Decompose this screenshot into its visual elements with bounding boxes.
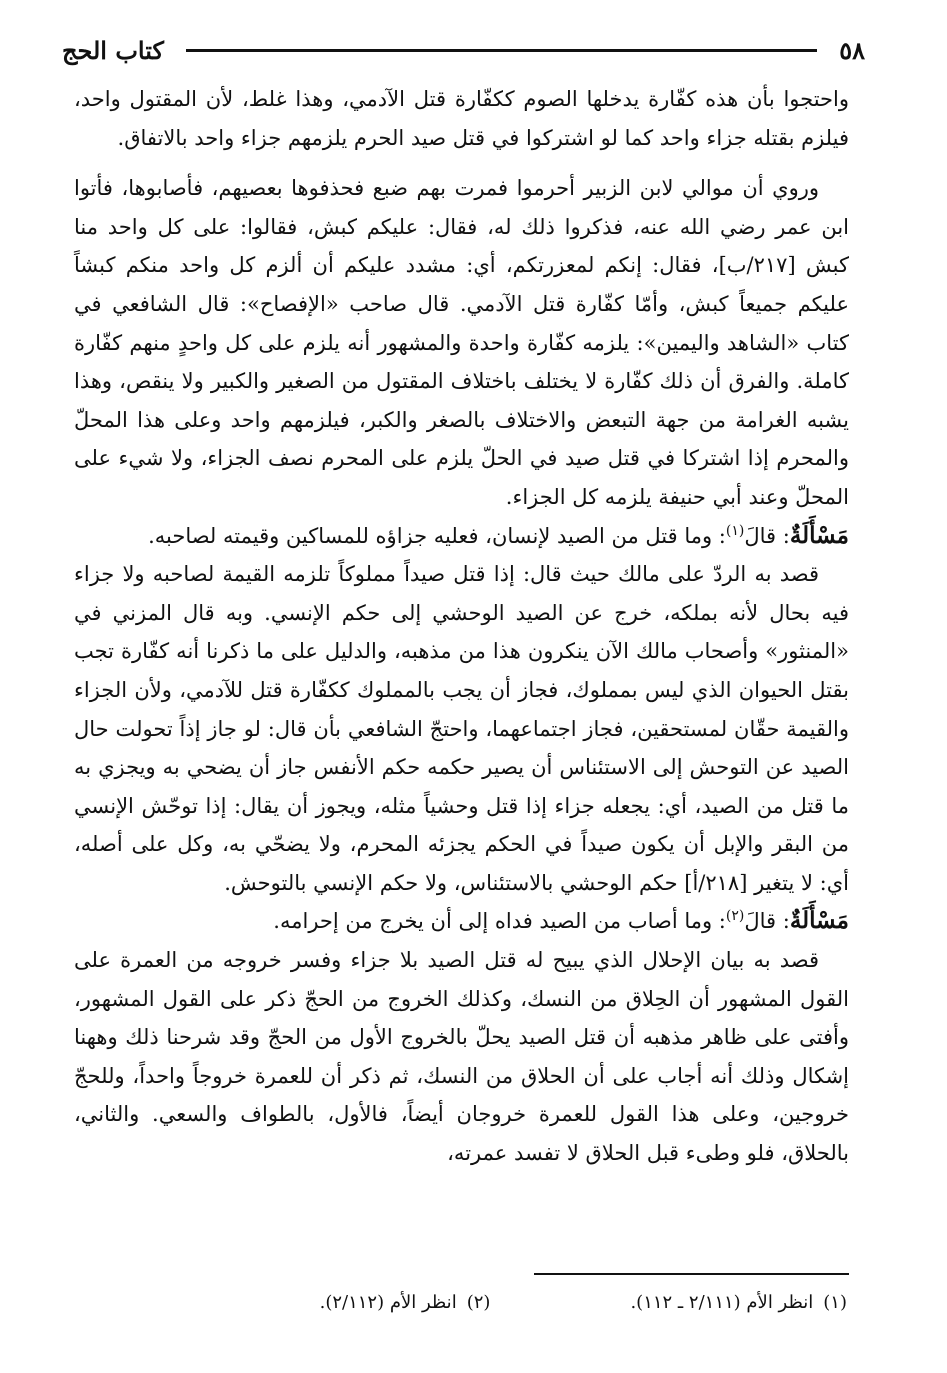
masala-2: مَسْأَلَةٌ: قالَ$^{(٢)}$: وما أصاب من الصيد فداه إلى أن يخرج من إحرامه. [273, 907, 849, 935]
footnote-separator [534, 1273, 849, 1275]
section-title: كتاب الحج [62, 35, 164, 65]
masala-1-text: : وما قتل من الصيد لإنسان، فعليه جزاؤه للمساكين وقيمته لصاحبه. [148, 523, 726, 548]
footnote-number: (٢) [466, 1292, 491, 1313]
footnote-ref-1: (١) [725, 522, 745, 539]
paragraph-4: قصد به الردّ على مالك حيث قال: إذا قتل صيداً مملوكاً تلزمه القيمة لصاحبه ولا جزاء فيه بحال لأنه بملكه، خرج عن الصيد الوحشي إلى حكم الإنسي. وبه قال المزني في «المنثور» وأصحاب مالك الآن ينكرون هذا من مذهبه، والدليل على ما ذكرنا أنه كفّارة تجب بقتل الحيوان الذي ليس بمملوك، فجاز أن يجب بالمملوك ككفّارة قتل للآدمي، ولأن الجزاء والقيمة حقّان لمستحقين، فجاز اجتماعهما، واحتجّ الشافعي بأن قال: لو جاز إذاً تحولت حال الصيد عن التوحش إلى الاستئناس أن يصير حكمه حكم الأنفس جاز أن يضحي به ويجزي به ما قتل من الصيد، أي: يجعله جزاء إذا قتل وحشياً مثله، ويجوز أن يقال: إذا توحّش الإنسي من البقر والإبل أن يكون صيداً في الحكم يجزئه المحرم، ولا يضحّي به، وكل على أصله، أي: لا يتغير [٢١٨/أ] حكم الوحشي بالاستئناس، ولا حكم الإنسي بالتوحش. [74, 562, 849, 895]
footnote-ref-2: (٢) [725, 908, 745, 925]
header-rule [186, 49, 817, 52]
qal-label: قالَ [744, 909, 777, 934]
masala-label: مَسْأَلَةٌ [789, 907, 849, 935]
page-number: ٥٨ [839, 35, 865, 65]
paragraph-6: قصد به بيان الإحلال الذي يبيح له قتل الصيد بلا جزاء وفسر خروجه من العمرة على القول المشهور أن الحِلاق من النسك، وكذلك الخروج من الحجّ ذكر على القول المشهور، وأفتى على ظاهر مذهبه أن قتل الصيد يحلّ بالخروج الأول من الحجّ وقد شرحنا ذلك وههنا إشكال وذلك أنه أجاب على أن الحلاق من النسك، ثم ذكر أن للعمرة خروجاً واحداً، وللحجّ خروجين، وعلى هذا القول للعمرة خروجان أيضاً، فالأول، بالطواف والسعي. والثاني، بالحلاق، فلو وطىء قبل الحلاق لا تفسد عمرته، [74, 948, 849, 1166]
main-text [74, 80, 849, 1173]
footnote-number: (١) [823, 1292, 847, 1313]
footnote-text: انظر الأم (٢/١١١ ـ ١١٢). [630, 1292, 814, 1313]
footnotes [74, 1287, 847, 1319]
qal-label: قالَ [744, 523, 777, 548]
paragraph-2: وروي أن موالي لابن الزبير أحرموا فمرت بهم ضبع فحذفوها بعصيهم، فأصابوها، فأتوا ابن عمر رضي الله عنه، فذكروا ذلك له، فقال: عليكم كبش، فقالوا: على كل واحد منا كبش [٢١٧/ب]، فقال: إنكم لمعزرتكم، أي: مشدد عليكم أن ألزم كل واحد منكم كبشاً عليكم جميعاً كبش، وأمّا كفّارة قتل الآدمي. قال صاحب «الإفصاح»: قال الشافعي في كتاب «الشاهد واليمين»: يلزمه كفّارة واحدة والمشهور أنه يلزم على كل واحدٍ منهم كفّارة كاملة. والفرق أن ذلك كفّارة لا يختلف باختلاف المقتول من الصغير والكبير ولا ينقص، وهذا يشبه الغرامة من جهة التبعض والاختلاف بالصغر والكبر، فيلزمهم واحد وعلى هذا المحلّ والمحرم إذا اشتركا في قتل صيد في الحلّ يلزم على المحرم نصف الجزاء، ولا شيء على المحلّ وعند أبي حنيفة يلزمه كل الجزاء. [74, 176, 849, 509]
footnote-2 [320, 1287, 491, 1319]
paragraph-1: واحتجوا بأن هذه كفّارة يدخلها الصوم ككفّارة قتل الآدمي، وهذا غلط، لأن المقتول واحد، فيلزم بقتله جزاء واحد كما لو اشتركوا في قتل صيد الحرم يلزمهم جزاء واحد بالاتفاق. [74, 87, 849, 150]
footnote-text: انظر الأم (٢/١١٢). [319, 1292, 457, 1313]
masala-2-text: : وما أصاب من الصيد فداه إلى أن يخرج من إحرامه. [273, 909, 726, 934]
running-header [62, 30, 865, 70]
masala-1: مَسْأَلَةٌ: قالَ$^{(١)}$: وما قتل من الصيد لإنسان، فعليه جزاؤه للمساكين وقيمته لصاحبه. [148, 521, 849, 549]
masala-label: مَسْأَلَةٌ [789, 521, 849, 549]
footnote-1 [630, 1287, 847, 1319]
